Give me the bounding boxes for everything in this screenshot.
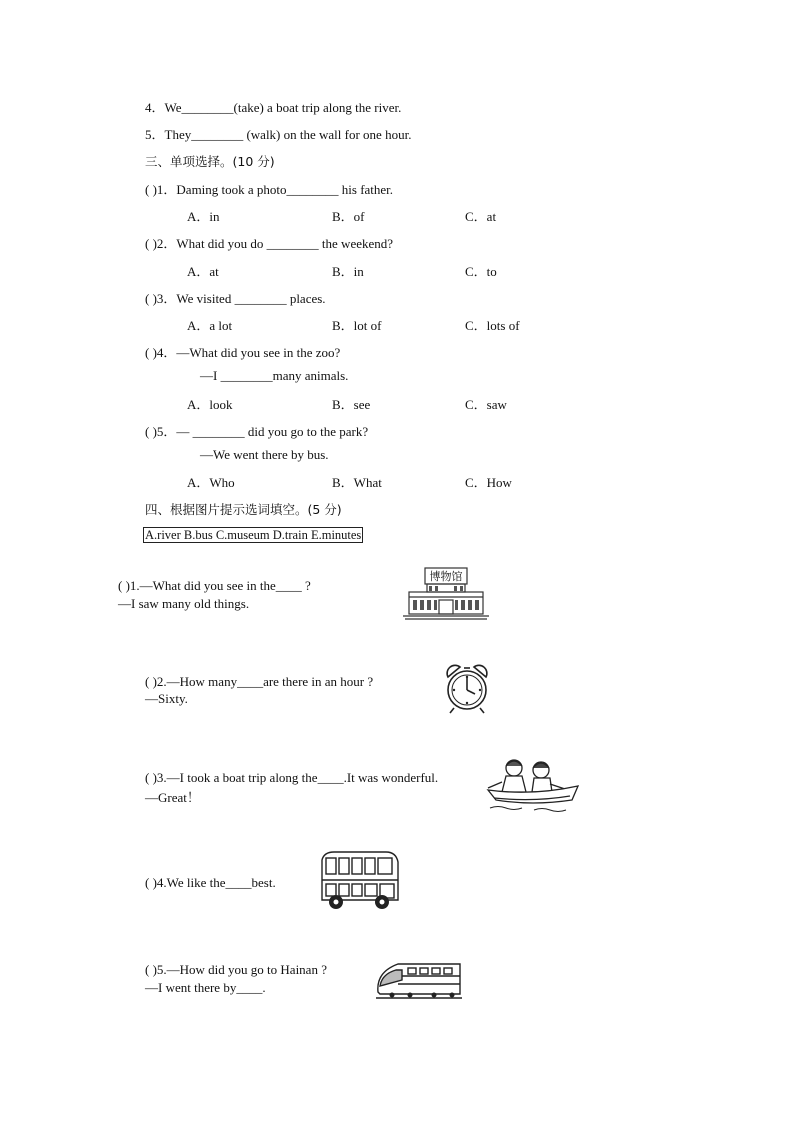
option-c: C．saw [465,397,507,412]
picture-question-3: ( )3.—I took a boat trip along the____.It was wonderful. [145,770,439,785]
picture-question-1: ( )1.—What did you see in the____ ? [118,578,311,593]
option-c: C．lots of [465,318,520,333]
word-bank: A.river B.bus C.museum D.train E.minutes [145,528,362,542]
picture-answer-5: —I went there by____. [145,980,266,995]
choice-question-1: ( )1．Daming took a photo________ his father. [145,182,394,197]
option-c: C．to [465,264,497,279]
choice-question-5-reply: —We went there by bus. [200,447,329,462]
picture-question-5: ( )5.—How did you go to Hainan ? [145,962,327,977]
option-a: A．look [187,397,233,412]
choice-question-4: ( )4．—What did you see in the zoo? [145,345,341,360]
choice-question-5: ( )5．— ________ did you go to the park? [145,424,369,439]
picture-question-4: ( )4.We like the____best. [145,875,276,890]
fill-in-question-4: 4．We________(take) a boat trip along the river. [145,100,402,115]
train-picture [374,956,464,1002]
choice-question-2: ( )2．What did you do ________ the weekend? [145,236,394,251]
picture-answer-2: —Sixty. [145,691,188,706]
option-b: B．in [332,264,364,279]
section-3-heading: 三、单项选择。(10 分) [145,154,275,169]
alarm-clock-picture [442,663,492,715]
picture-question-2: ( )2.—How many____are there in an hour ? [145,674,374,689]
option-b: B．What [332,475,382,490]
picture-answer-1: —I saw many old things. [118,596,250,611]
choice-question-3: ( )3．We visited ________ places. [145,291,326,306]
option-a: A．Who [187,475,235,490]
option-a: A．a lot [187,318,233,333]
option-c: C．at [465,209,497,224]
option-a: A．at [187,264,219,279]
option-b: B．of [332,209,365,224]
section-4-heading: 四、根据图片提示选词填空。(5 分) [145,502,342,517]
option-c: C．How [465,475,512,490]
museum-sign: 博物馆 [429,570,463,583]
boat-trip-picture [484,752,582,816]
museum-picture [403,564,489,622]
fill-in-question-5: 5．They________ (walk) on the wall for one hour. [145,127,412,142]
picture-answer-3: —Great！ [145,790,200,805]
option-b: B．lot of [332,318,382,333]
option-a: A．in [187,209,220,224]
double-decker-bus-picture [318,850,400,912]
option-b: B．see [332,397,371,412]
choice-question-4-reply: —I ________many animals. [200,368,349,383]
